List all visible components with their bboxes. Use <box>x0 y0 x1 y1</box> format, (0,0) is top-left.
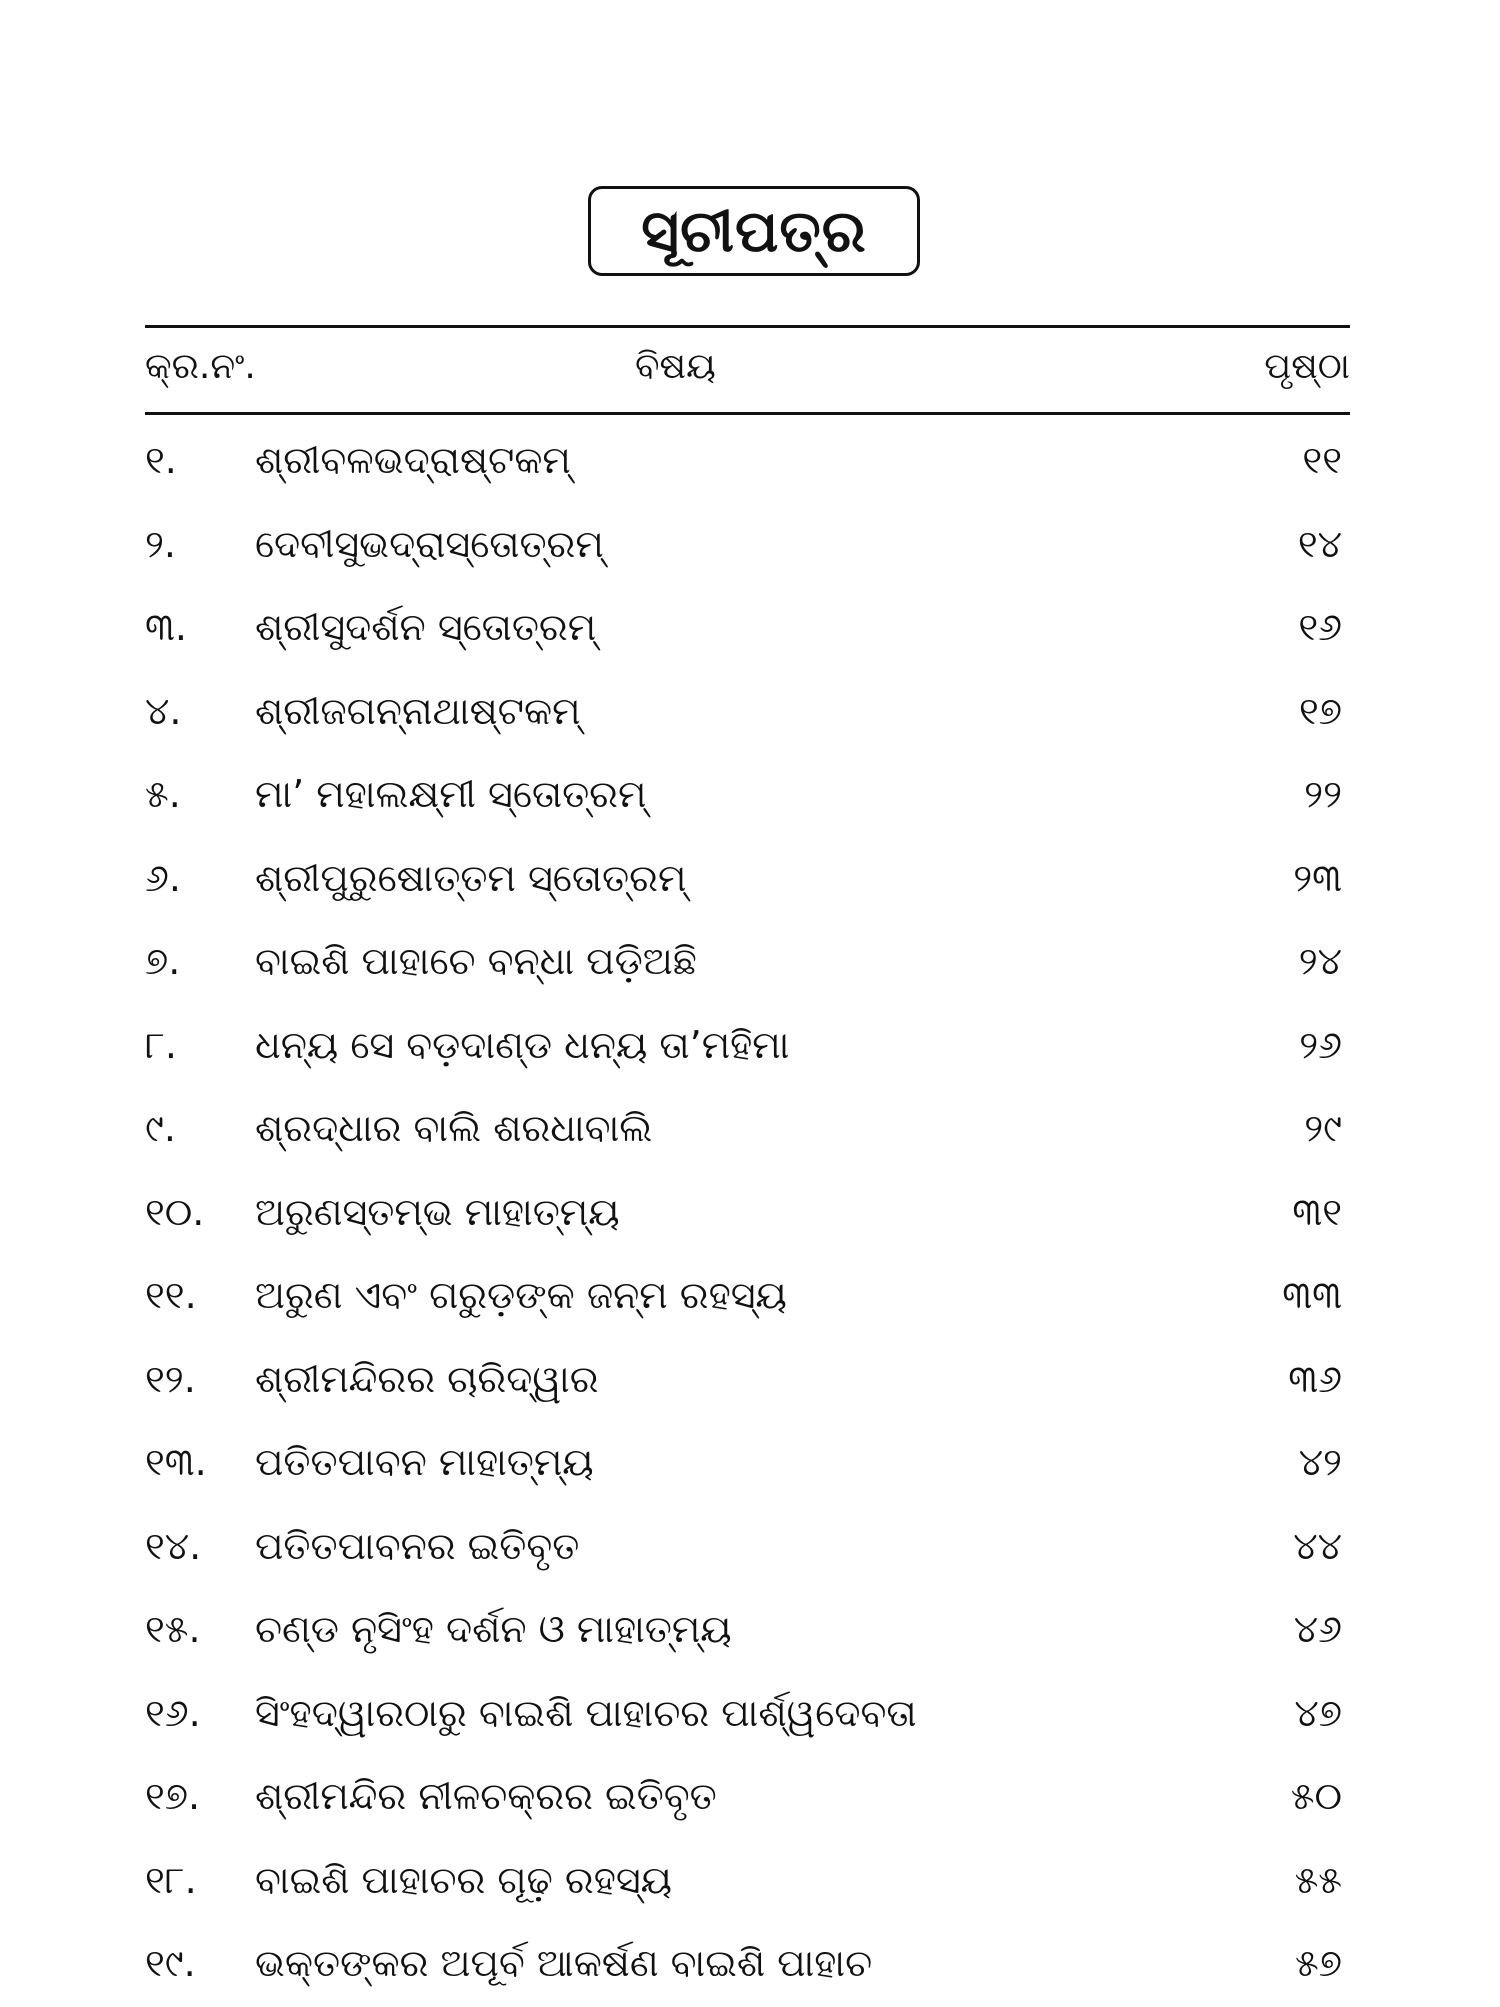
entry-number: ୧୫. <box>145 1607 201 1651</box>
entry-number: ୪. <box>145 688 182 733</box>
entry-page-number: ୪୬ <box>1293 1607 1342 1651</box>
list-item <box>145 1756 1350 1840</box>
entry-number: ୯. <box>145 1106 176 1150</box>
list-item <box>145 1589 1350 1673</box>
entry-subject: ବାଇଶି ପାହାଚେ ବନ୍ଧା ପଡ଼ିଅଛି <box>255 939 697 983</box>
list-item <box>145 1506 1350 1590</box>
entry-page-number: ୧୭ <box>1298 688 1342 733</box>
entry-number: ୨. <box>145 521 177 566</box>
entry-subject: ଶ୍ରୀପୁରୁଷୋତ୍ତମ ସ୍ତୋତ୍ରମ୍ <box>255 855 687 900</box>
list-item <box>145 1673 1350 1757</box>
header-bottom-rule <box>145 412 1350 415</box>
entry-page-number: ୫୭ <box>1295 1941 1342 1985</box>
entry-subject: ଧନ୍ୟ ସେ ବଡ଼ଦାଣ୍ଡ ଧନ୍ୟ ତା’ମହିମା <box>255 1022 790 1067</box>
column-header-subject: ବିଷୟ <box>635 346 716 387</box>
entry-number: ୧୮. <box>145 1857 197 1902</box>
list-item <box>145 587 1350 671</box>
entry-page-number: ୧୬ <box>1298 605 1342 649</box>
entry-subject: ଅରୁଣ ଏବଂ ଗରୁଡ଼ଙ୍କ ଜନ୍ମ ରହସ୍ୟ <box>255 1273 787 1317</box>
entry-page-number: ୪୨ <box>1298 1440 1342 1484</box>
entry-page-number: ୫୫ <box>1294 1857 1342 1902</box>
entry-number: ୧୧. <box>145 1273 197 1317</box>
entry-page-number: ୨୨ <box>1304 772 1342 816</box>
entry-number: ୬. <box>145 855 181 900</box>
entry-page-number: ୨୬ <box>1299 1022 1342 1067</box>
table-header <box>145 336 1350 404</box>
list-item <box>145 838 1350 922</box>
list-item <box>145 1088 1350 1172</box>
entry-subject: ଶ୍ରଦ୍ଧାର ବାଲି ଶରଧାବାଲି <box>255 1106 653 1150</box>
entry-subject: ଭକ୍ତଙ୍କର ଅପୂର୍ବ ଆକର୍ଷଣ ବାଇଶି ପାହାଚ <box>255 1941 873 1985</box>
list-item <box>145 1923 1350 2007</box>
entry-number: ୧୦. <box>145 1189 205 1234</box>
entry-subject: ଚଣ୍ଡ ନୃସିଂହ ଦର୍ଶନ ଓ ମାହାତ୍ମ୍ୟ <box>255 1607 732 1651</box>
entry-number: ୭. <box>145 939 181 983</box>
title-box <box>588 186 920 276</box>
list-item <box>145 671 1350 755</box>
entry-page-number: ୨୯ <box>1304 1106 1342 1150</box>
entry-number: ୩. <box>145 605 187 649</box>
page-title: ସୂଚୀପତ୍ର <box>641 197 867 265</box>
header-top-rule <box>145 325 1350 328</box>
entry-page-number: ୧୧ <box>1302 438 1342 482</box>
entry-number: ୧. <box>145 438 177 482</box>
entry-subject: ଦେବୀସୁଭଦ୍ରାସ୍ତୋତ୍ରମ୍ <box>255 521 604 566</box>
list-item <box>145 1840 1350 1924</box>
list-item <box>145 1339 1350 1423</box>
entry-subject: ଅରୁଣସ୍ତମ୍ଭ ମାହାତ୍ମ୍ୟ <box>255 1189 620 1234</box>
list-item <box>145 1255 1350 1339</box>
list-item <box>145 754 1350 838</box>
entry-subject: ବାଇଶି ପାହାଚର ଗୂଢ଼ ରହସ୍ୟ <box>255 1857 672 1902</box>
entry-page-number: ୪୪ <box>1293 1523 1342 1568</box>
entry-subject: ଶ୍ରୀଜଗନ୍ନାଥାଷ୍ଟକମ୍ <box>255 688 581 733</box>
entry-subject: ମା’ ମହାଲକ୍ଷ୍ମୀ ସ୍ତୋତ୍ରମ୍ <box>255 772 647 816</box>
column-header-number: କ୍ର.ନଂ. <box>145 346 256 387</box>
entry-page-number: ୩୬ <box>1288 1356 1342 1401</box>
list-item <box>145 1172 1350 1256</box>
entry-number: ୧୯. <box>145 1941 196 1985</box>
entry-subject: ପତିତପାବନ ମାହାତ୍ମ୍ୟ <box>255 1440 594 1484</box>
list-item <box>145 921 1350 1005</box>
entry-subject: ଶ୍ରୀସୁଦର୍ଶନ ସ୍ତୋତ୍ରମ୍ <box>255 605 597 649</box>
entry-number: ୧୩. <box>145 1440 207 1484</box>
entry-page-number: ୩୧ <box>1292 1189 1342 1234</box>
list-item <box>145 1422 1350 1506</box>
entry-page-number: ୪୭ <box>1294 1690 1342 1735</box>
entry-page-number: ୧୪ <box>1297 521 1342 566</box>
entry-subject: ସିଂହଦ୍ୱାରଠାରୁ ବାଇଶି ପାହାଚର ପାର୍ଶ୍ୱଦେବତା <box>255 1690 917 1735</box>
contents-list <box>145 420 1350 2007</box>
entry-subject: ଶ୍ରୀବଳଭଦ୍ରାଷ୍ଟକମ୍ <box>255 438 571 482</box>
entry-page-number: ୫୦ <box>1290 1774 1342 1818</box>
entry-number: ୧୭. <box>145 1774 201 1818</box>
list-item <box>145 1005 1350 1089</box>
entry-number: ୧୬. <box>145 1690 201 1735</box>
entry-number: ୮. <box>145 1022 177 1067</box>
list-item <box>145 420 1350 504</box>
entry-subject: ଶ୍ରୀମନ୍ଦିରର ଚାରିଦ୍ୱାର <box>255 1356 599 1401</box>
entry-number: ୧୨. <box>145 1356 196 1401</box>
entry-subject: ଶ୍ରୀମନ୍ଦିର ନୀଳଚକ୍ରର ଇତିବୃତ <box>255 1774 717 1818</box>
column-header-page: ପୃଷ୍ଠା <box>1264 346 1350 387</box>
entry-page-number: ୩୩ <box>1282 1273 1342 1317</box>
list-item <box>145 504 1350 588</box>
entry-page-number: ୨୪ <box>1298 939 1342 983</box>
entry-page-number: ୨୩ <box>1293 855 1342 900</box>
entry-subject: ପତିତପାବନର ଇତିବୃତ <box>255 1523 580 1568</box>
entry-number: ୧୪. <box>145 1523 202 1568</box>
entry-number: ୫. <box>145 772 181 816</box>
